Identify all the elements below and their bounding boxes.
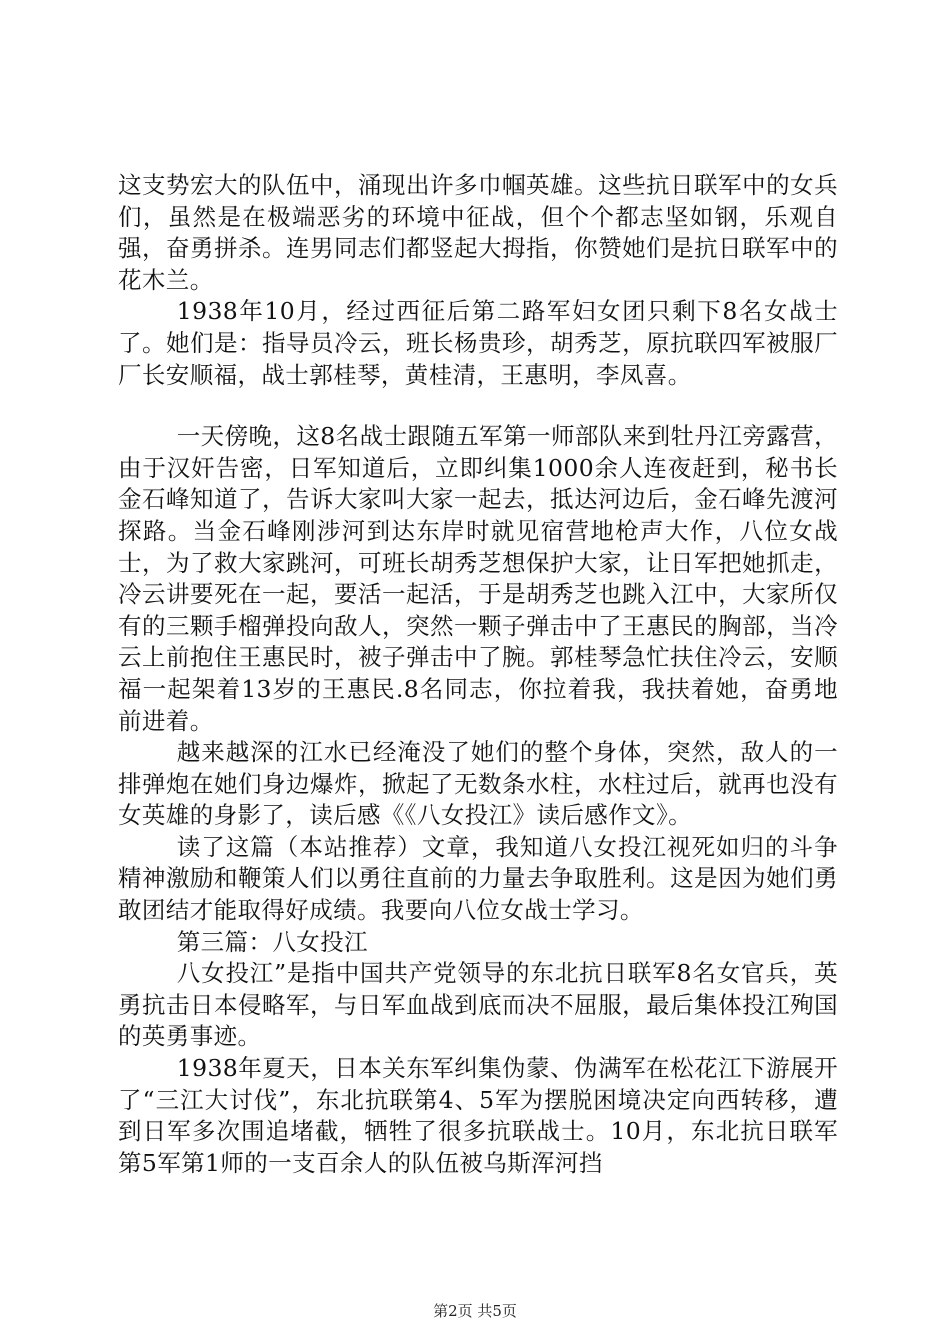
- paragraph-7: 1938年夏天，日本关东军纠集伪蒙、伪满军在松花江下游展开了“三江大讨伐”，东北抗联第4、5军为摆脱困境决定向西转移，遭到日军多次围追堵截，牺牲了很多抗联战士。10月，东北抗日联军第5军第1师的一支百余人的队伍被乌斯浑河挡: [118, 1054, 838, 1177]
- page-number-footer: 第2页 共5页: [433, 1302, 517, 1320]
- paragraph-4: 越来越深的江水已经淹没了她们的整个身体，突然，敌人的一排弹炮在她们身边爆炸，掀起了无数条水柱，水柱过后，就再也没有女英雄的身影了，读后感《《八女投江》读后感作文》。: [118, 738, 838, 830]
- paragraph-3: 一天傍晚，这8名战士跟随五军第一师部队来到牡丹江旁露营，由于汉奸告密，日军知道后，立即纠集1000余人连夜赶到，秘书长金石峰知道了，告诉大家叫大家一起去，抵达河边后，金石峰先渡河探路。当金石峰刚涉河到达东岸时就见宿营地枪声大作，八位女战士，为了救大家跳河，可班长胡秀芝想保护大家，让日军把她抓走，冷云讲要死在一起，要活一起活，于是胡秀芝也跳入江中，大家所仅有的三颗手榴弹投向敌人，突然一颗子弹击中了王惠民的胸部，当冷云上前抱住王惠民时，被子弹击中了腕。郭桂琴急忙扶住冷云，安顺福一起架着13岁的王惠民.8名同志，你拉着我，我扶着她，奋勇地前进着。: [118, 422, 838, 735]
- paragraph-1: 这支势宏大的队伍中，涌现出许多巾帼英雄。这些抗日联军中的女兵们，虽然是在极端恶劣的环境中征战，但个个都志坚如钢，乐观自强，奋勇拼杀。连男同志们都竖起大拇指，你赞她们是抗日联军中的花木兰。: [118, 171, 838, 294]
- paragraph-5: 读了这篇（本站推荐）文章，我知道八女投江视死如归的斗争精神激励和鞭策人们以勇往直前的力量去争取胜利。这是因为她们勇敢团结才能取得好成绩。我要向八位女战士学习。: [118, 832, 838, 925]
- document-body: [118, 170, 838, 1179]
- paragraph-6: 八女投江”是指中国共产党领导的东北抗日联军8名女官兵，英勇抗击日本侵略军，与日军血战到底而决不屈服，最后集体投江殉国的英勇事迹。: [118, 959, 838, 1051]
- section-heading: 第三篇：八女投江: [176, 927, 368, 956]
- paragraph-2: 1938年10月，经过西征后第二路军妇女团只剩下8名女战士了。她们是：指导员冷云，班长杨贵珍，胡秀芝，原抗联四军被服厂厂长安顺福，战士郭桂琴，黄桂清，王惠明，李凤喜。: [118, 297, 838, 389]
